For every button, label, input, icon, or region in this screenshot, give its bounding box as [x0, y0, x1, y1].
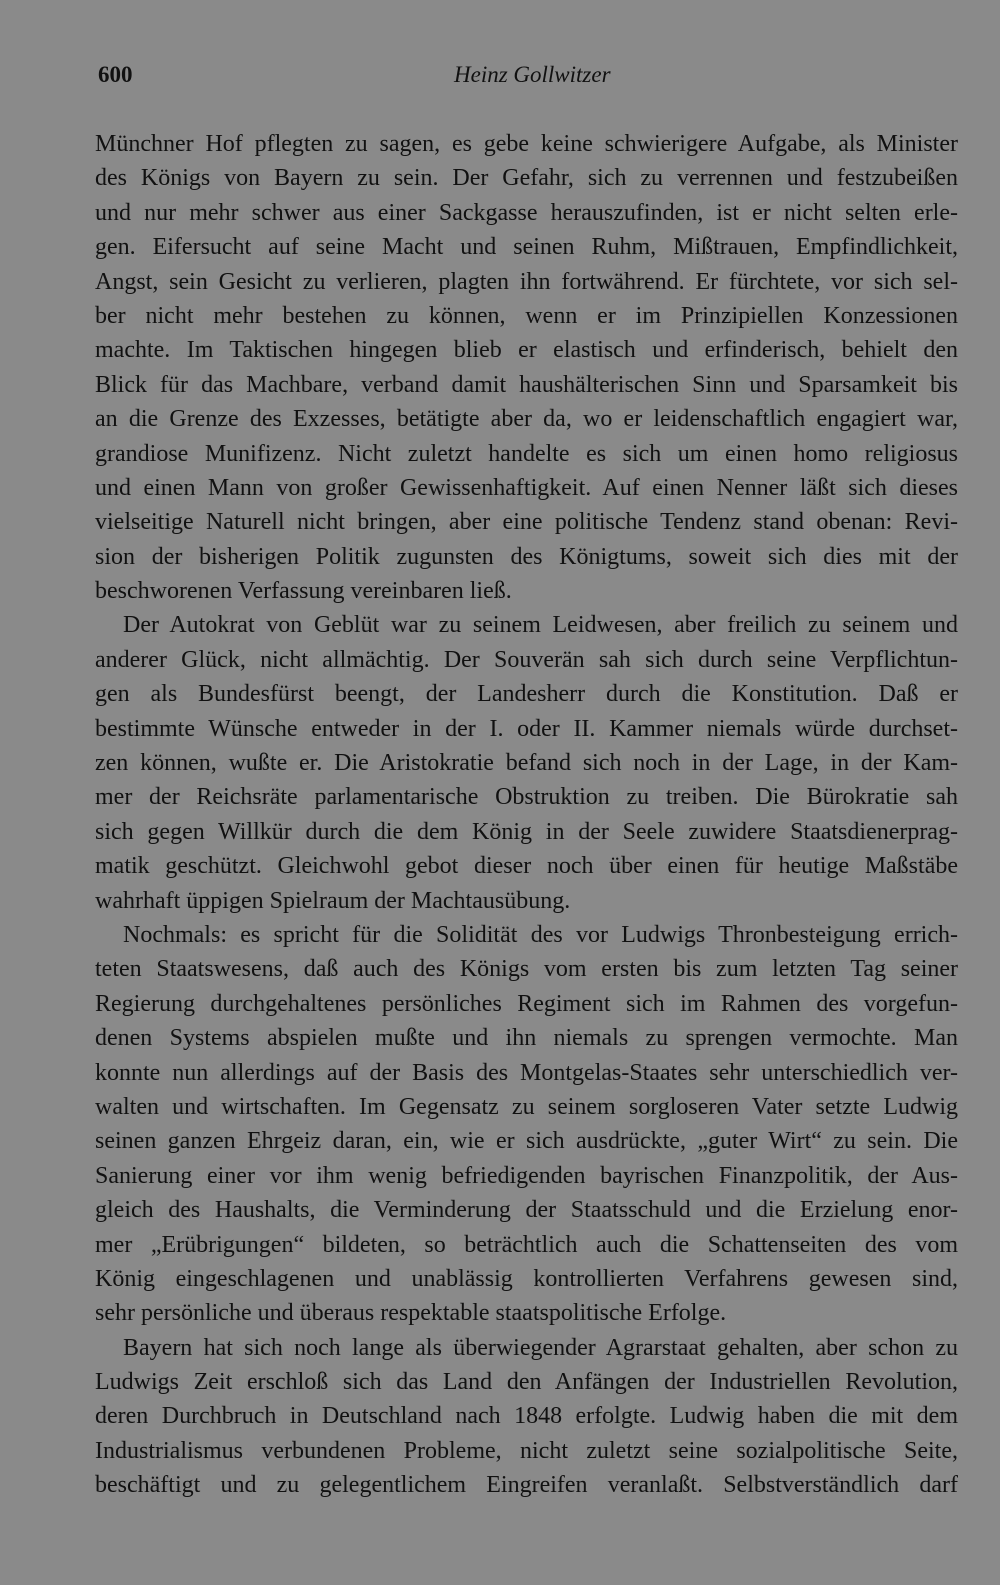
- text-line: gleich des Haushalts, die Verminderung der Staatsschuld und die Erzielung enor-: [95, 1197, 958, 1224]
- text-line: zen können, wußte er. Die Aristokratie befand sich noch in der Lage, in der Kam-: [95, 750, 958, 777]
- text-line: Blick für das Machbare, verband damit haushälterischen Sinn und Sparsamkeit bis: [95, 371, 958, 398]
- text-line: ber nicht mehr bestehen zu können, wenn er im Prinzipiellen Konzessionen: [95, 302, 958, 329]
- text-line: sich gegen Willkür durch die dem König in der Seele zuwidere Staatsdienerprag-: [95, 818, 958, 845]
- text-line: grandiose Munifizenz. Nicht zuletzt handelte es sich um einen homo religiosus: [95, 440, 958, 467]
- text-line: matik geschützt. Gleichwohl gebot dieser noch über einen für heutige Maßstäbe: [95, 853, 958, 880]
- text-line: Regierung durchgehaltenes persönliches Regiment sich im Rahmen des vorgefun-: [95, 990, 958, 1017]
- text-line: Ludwigs Zeit erschloß sich das Land den Anfängen der Industriellen Revolution,: [95, 1369, 958, 1396]
- text-line: Münchner Hof pflegten zu sagen, es gebe keine schwierigere Aufgabe, als Minister: [95, 131, 958, 157]
- text-line: an die Grenze des Exzesses, betätigte aber da, wo er leidenschaftlich engagiert war,: [95, 406, 958, 433]
- text-line: konnte nun allerdings auf der Basis des Montgelas-Staates sehr unterschiedlich ver-: [95, 1059, 958, 1086]
- text-line: und einen Mann von großer Gewissenhaftigkeit. Auf einen Nenner läßt sich dieses: [95, 474, 958, 501]
- text-line: machte. Im Taktischen hingegen blieb er elastisch und erfinderisch, behielt den: [95, 337, 958, 364]
- text-line: walten und wirtschaften. Im Gegensatz zu seinem sorgloseren Vater setzte Ludwig: [95, 1093, 958, 1120]
- text-line: beschäftigt und zu gelegentlichem Eingreifen veranlaßt. Selbstverständlich darf: [95, 1472, 958, 1499]
- page-header: [98, 62, 958, 102]
- text-line: Industrialismus verbundenen Probleme, nicht zuletzt seine sozialpolitische Seite,: [95, 1437, 958, 1464]
- text-line: des Königs von Bayern zu sein. Der Gefahr, sich zu verrennen und festzubeißen: [95, 165, 958, 192]
- page-number: 600: [98, 62, 133, 87]
- text-line: mer „Erübrigungen“ bildeten, so beträchtlich auch die Schattenseiten des vom: [95, 1231, 958, 1258]
- text-line: bestimmte Wünsche entweder in der I. oder II. Kammer niemals würde durchset-: [95, 715, 958, 742]
- text-line: und nur mehr schwer aus einer Sackgasse herauszufinden, ist er nicht selten erle-: [95, 199, 958, 226]
- text-line: Bayern hat sich noch lange als überwiegender Agrarstaat gehalten, aber schon zu: [123, 1334, 958, 1361]
- text-line: sion der bisherigen Politik zugunsten des Königtums, soweit sich dies mit der: [95, 543, 958, 570]
- text-line: mer der Reichsräte parlamentarische Obstruktion zu treiben. Die Bürokratie sah: [95, 784, 958, 811]
- running-head: Heinz Gollwitzer: [454, 62, 611, 87]
- text-line: denen Systems abspielen mußte und ihn niemals zu sprengen vermochte. Man: [95, 1025, 958, 1052]
- text-line: Der Autokrat von Geblüt war zu seinem Leidwesen, aber freilich zu seinem und: [123, 612, 958, 639]
- text-line: Angst, sein Gesicht zu verlieren, plagten ihn fortwährend. Er fürchtete, vor sich sel-: [95, 268, 958, 295]
- text-line: anderer Glück, nicht allmächtig. Der Souverän sah sich durch seine Verpflichtun-: [95, 646, 958, 673]
- text-line: wahrhaft üppigen Spielraum der Machtausübung.: [95, 887, 571, 914]
- text-line: Nochmals: es spricht für die Solidität des vor Ludwigs Thronbesteigung errich-: [123, 921, 958, 948]
- text-line: gen. Eifersucht auf seine Macht und seinen Ruhm, Mißtrauen, Empfindlichkeit,: [95, 234, 958, 261]
- text-line: sehr persönliche und überaus respektable staatspolitische Erfolge.: [95, 1300, 727, 1327]
- text-line: seinen ganzen Ehrgeiz daran, ein, wie er sich ausdrückte, „guter Wirt“ zu sein. Die: [95, 1128, 958, 1155]
- text-line: teten Staatswesens, daß auch des Königs vom ersten bis zum letzten Tag seiner: [95, 956, 958, 983]
- text-line: Sanierung einer vor ihm wenig befriedigenden bayrischen Finanzpolitik, der Aus-: [95, 1162, 958, 1189]
- body-text: [95, 127, 958, 1503]
- text-line: König eingeschlagenen und unablässig kontrollierten Verfahrens gewesen sind,: [95, 1265, 958, 1292]
- text-line: deren Durchbruch in Deutschland nach 1848 erfolgte. Ludwig haben die mit dem: [95, 1403, 958, 1430]
- text-line: gen als Bundesfürst beengt, der Landesherr durch die Konstitution. Daß er: [95, 681, 958, 708]
- text-line: vielseitige Naturell nicht bringen, aber eine politische Tendenz stand obenan: Revi-: [95, 509, 958, 536]
- text-line: beschworenen Verfassung vereinbaren ließ.: [95, 578, 512, 605]
